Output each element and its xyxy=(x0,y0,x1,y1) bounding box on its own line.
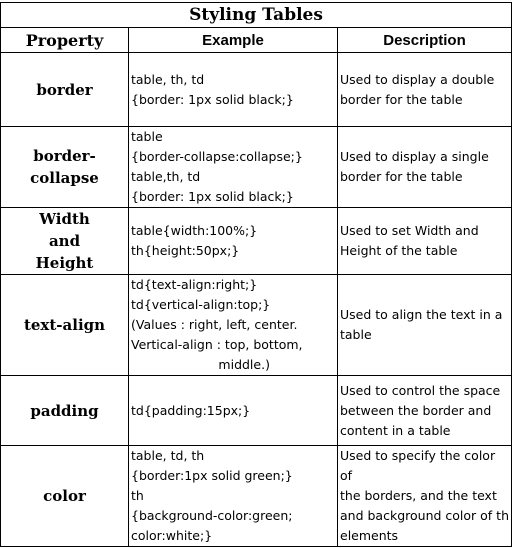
header-property: Property xyxy=(1,28,129,53)
header-row xyxy=(1,28,512,53)
example-cell: table, th, td {border: 1px solid black;} xyxy=(129,53,338,127)
description-cell: Used to control the space between the border and content in a table xyxy=(338,376,512,446)
example-cell: td{padding:15px;} xyxy=(129,376,338,446)
table-row xyxy=(1,208,512,275)
property-cell: Width and Height xyxy=(1,208,129,275)
title-row xyxy=(1,3,512,28)
property-cell: border-collapse xyxy=(1,127,129,208)
property-cell: border xyxy=(1,53,129,127)
description-cell: Used to display a double border for the table xyxy=(338,53,512,127)
example-cell: table {border-collapse:collapse;} table,th, td {border: 1px solid black;} xyxy=(129,127,338,208)
description-cell: Used to align the text in a table xyxy=(338,275,512,376)
description-cell: Used to set Width and Height of the table xyxy=(338,208,512,275)
example-cell: table, td, th {border:1px solid green;} th {background-color:green; color:white;} xyxy=(129,446,338,547)
property-cell: text-align xyxy=(1,275,129,376)
header-example: Example xyxy=(129,28,338,53)
property-cell: color xyxy=(1,446,129,547)
styling-tables xyxy=(0,2,512,547)
table-row xyxy=(1,53,512,127)
header-description: Description xyxy=(338,28,512,53)
property-cell: padding xyxy=(1,376,129,446)
table-title: Styling Tables xyxy=(1,3,512,28)
description-cell: Used to specify the color of the borders, and the text and background color of th elements xyxy=(338,446,512,547)
table-row xyxy=(1,127,512,208)
table-row xyxy=(1,376,512,446)
example-cell: td{text-align:right;} td{vertical-align:top;} (Values : right, left, center. Vertical-align : top, bottom, middle.) xyxy=(129,275,338,376)
example-cell: table{width:100%;} th{height:50px;} xyxy=(129,208,338,275)
table-row xyxy=(1,446,512,547)
description-cell: Used to display a single border for the table xyxy=(338,127,512,208)
table-row xyxy=(1,275,512,376)
